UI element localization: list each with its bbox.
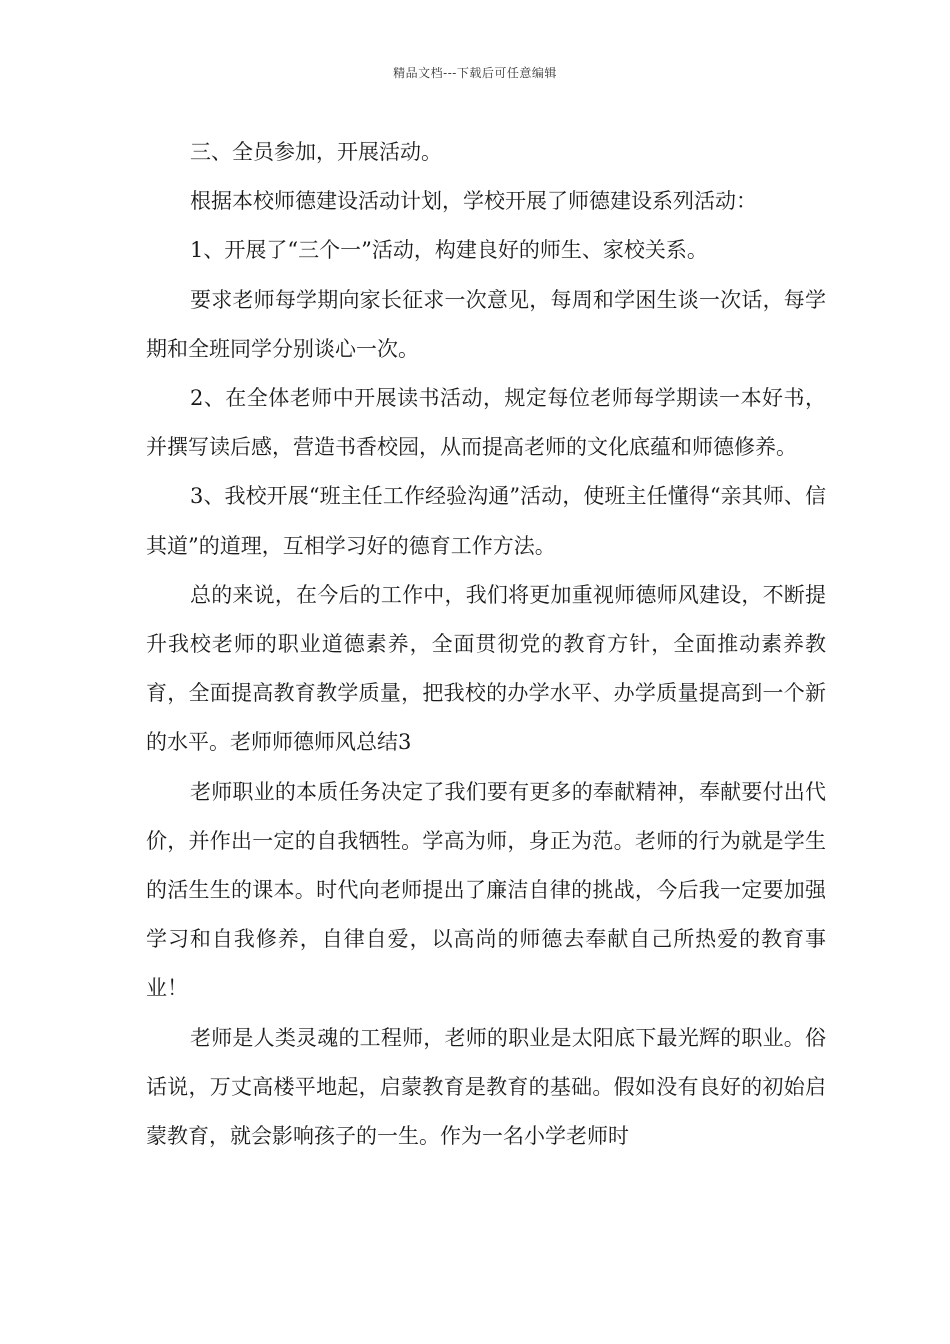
paragraph-item-3: 3、我校开展“班主任工作经验沟通”活动，使班主任懂得“亲其师、信其道”的道理，互相学习好的德育工作方法。 xyxy=(146,484,826,558)
paragraph-summary: 总的来说，在今后的工作中，我们将更加重视师德师风建设，不断提升我校老师的职业道德素养，全面贯彻党的教育方针，全面推动素养教育，全面提高教育教学质量，把我校的办学水平、办学质量提高到一个新的水平。老师师德师风总结3 xyxy=(146,582,826,755)
page-header: 精品文档---下载后可任意编辑 xyxy=(393,66,557,80)
paragraph-item-1-detail: 要求老师每学期向家长征求一次意见，每周和学困生谈一次话，每学期和全班同学分别谈心一次。 xyxy=(146,287,826,361)
paragraph-dedication: 老师职业的本质任务决定了我们要有更多的奉献精神，奉献要付出代价，并作出一定的自我牺牲。学高为师，身正为范。老师的行为就是学生的活生生的课本。时代向老师提出了廉洁自律的挑战，今后我一定要加强学习和自我修养，自律自爱，以高尚的师德去奉献自己所热爱的教育事业！ xyxy=(146,779,826,1001)
paragraph-item-2: 2、在全体老师中开展读书活动，规定每位老师每学期读一本好书，并撰写读后感，营造书香校园，从而提高老师的文化底蕴和师德修养。 xyxy=(146,386,826,460)
paragraph-teacher-role: 老师是人类灵魂的工程师，老师的职业是太阳底下最光辉的职业。俗话说，万丈高楼平地起，启蒙教育是教育的基础。假如没有良好的初始启蒙教育，就会影响孩子的一生。作为一名小学老师时 xyxy=(146,1025,826,1149)
document-body xyxy=(146,128,826,1161)
paragraph-section-heading: 三、全员参加，开展活动。 xyxy=(190,140,442,164)
paragraph-intro: 根据本校师德建设活动计划，学校开展了师德建设系列活动： xyxy=(190,189,757,214)
paragraph-item-1: 1、开展了“三个一”活动，构建良好的师生、家校关系。 xyxy=(190,238,708,263)
